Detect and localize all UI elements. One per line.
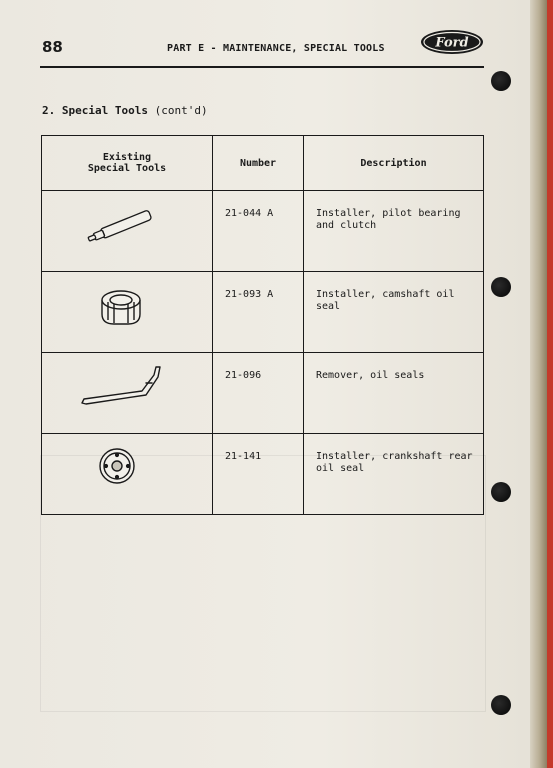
col-header-description: Description — [304, 136, 484, 191]
tool-illustration-cell — [42, 353, 213, 434]
pilot-bearing-installer-icon — [42, 191, 210, 254]
tool-illustration-cell — [42, 191, 213, 272]
table-header-row — [42, 136, 484, 191]
header-rule — [40, 66, 484, 68]
binder-hole — [491, 277, 511, 297]
tool-description: Installer, crankshaft rear oil seal — [304, 434, 484, 515]
section-heading-suffix: (cont'd) — [154, 104, 208, 117]
table-row — [42, 434, 484, 515]
ford-logo — [420, 29, 484, 55]
tool-number: 21-093 A — [213, 272, 304, 353]
col-header-number: Number — [213, 136, 304, 191]
section-heading-title: 2. Special Tools — [42, 104, 148, 117]
ford-logo-text: Ford — [435, 35, 469, 51]
table-row — [42, 353, 484, 434]
col-header-tools-line1: Existing — [102, 152, 152, 163]
binder-hole — [491, 71, 511, 91]
crankshaft-seal-installer-icon — [42, 434, 210, 497]
tool-number: 21-044 A — [213, 191, 304, 272]
binder-hole — [491, 482, 511, 502]
oil-seal-remover-icon — [42, 353, 210, 416]
col-header-tools-line2: Special Tools — [87, 163, 167, 174]
running-head: PART E - MAINTENANCE, SPECIAL TOOLS — [167, 43, 385, 54]
section-heading — [42, 104, 208, 117]
tool-illustration-cell — [42, 434, 213, 515]
table-row — [42, 191, 484, 272]
tab-edge — [547, 0, 553, 768]
table-row — [42, 272, 484, 353]
camshaft-seal-installer-icon — [42, 272, 210, 335]
tool-description: Installer, pilot bearing and clutch — [304, 191, 484, 272]
tool-description: Installer, camshaft oil seal — [304, 272, 484, 353]
tool-illustration-cell — [42, 272, 213, 353]
page-number: 88 — [42, 38, 63, 56]
tool-description: Remover, oil seals — [304, 353, 484, 434]
tool-number: 21-096 — [213, 353, 304, 434]
binder-hole — [491, 695, 511, 715]
special-tools-table — [41, 135, 484, 515]
col-header-tools — [42, 136, 213, 191]
page-edge — [530, 0, 553, 768]
tool-number: 21-141 — [213, 434, 304, 515]
